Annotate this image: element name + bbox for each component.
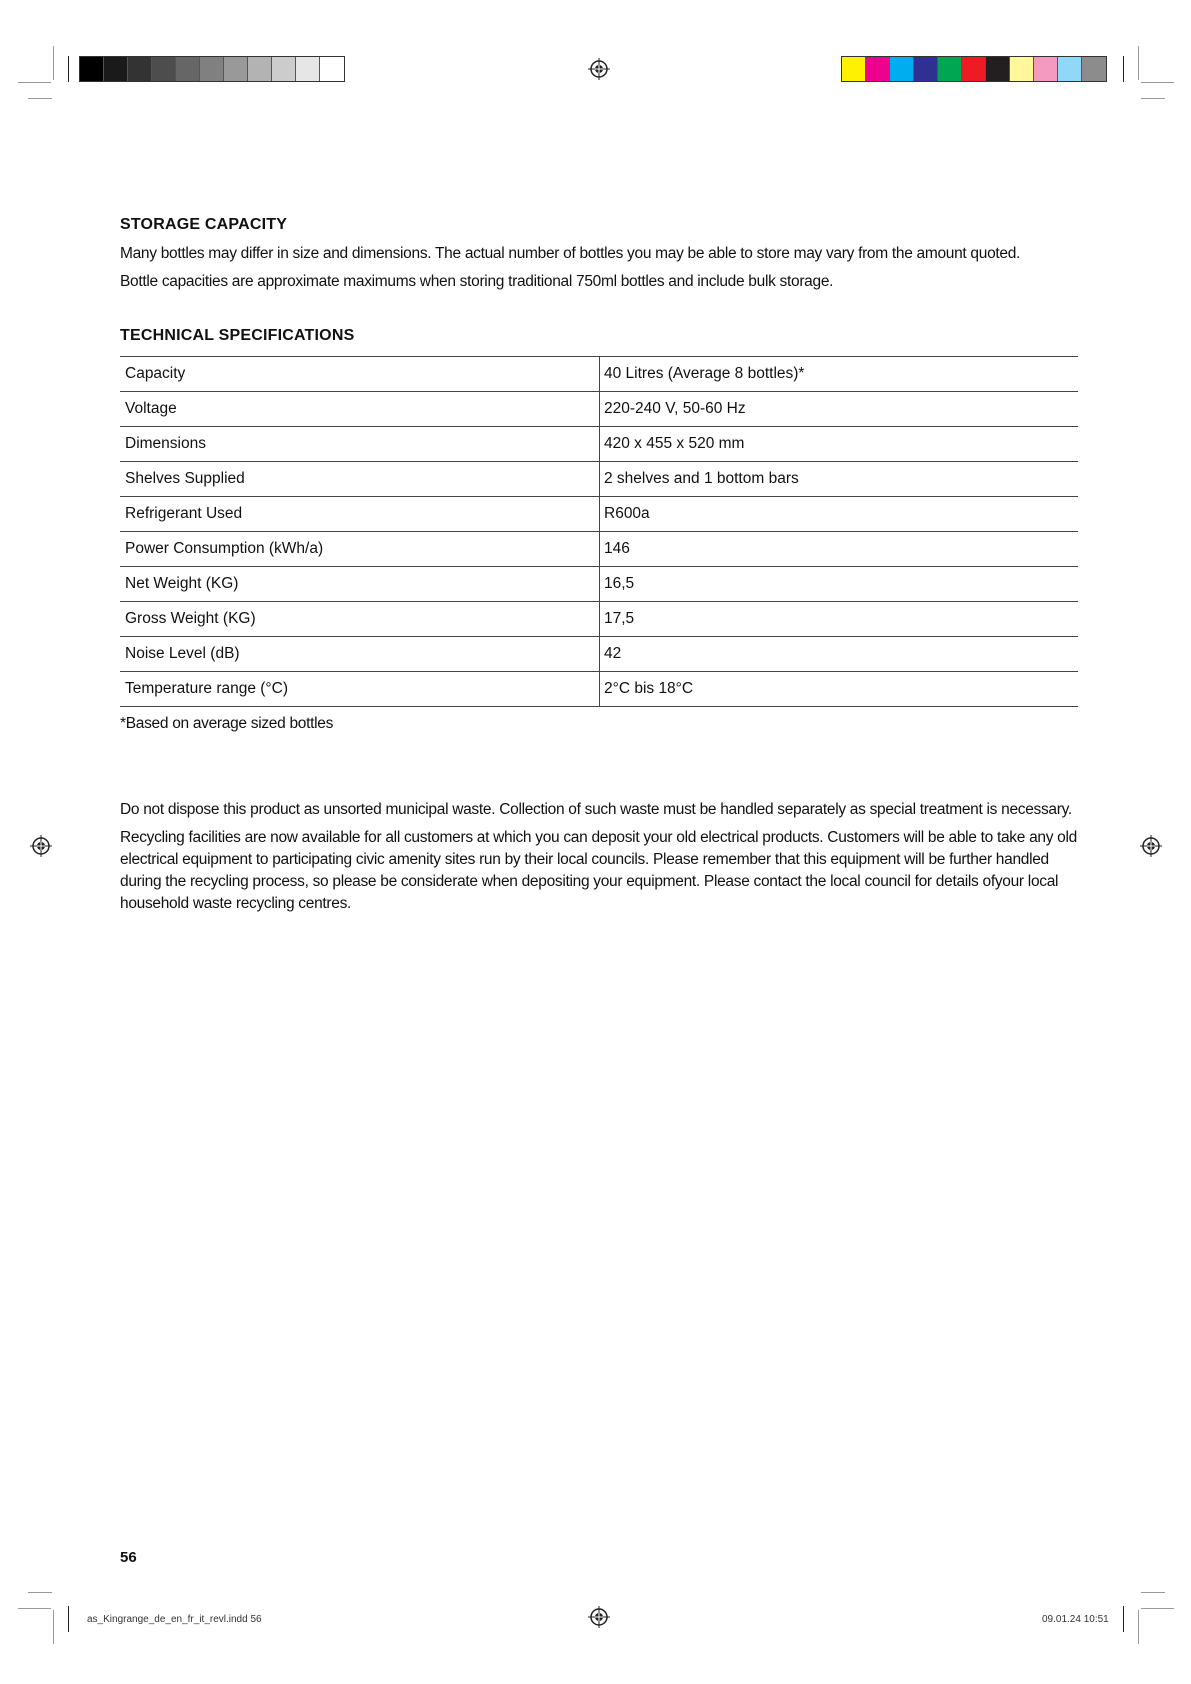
registration-mark-icon: [30, 835, 52, 857]
crop-mark: [53, 46, 54, 80]
table-row: [120, 532, 1078, 567]
color-swatch: [866, 57, 890, 81]
spec-value: 17,5: [600, 602, 1079, 637]
spec-label: Power Consumption (kWh/a): [120, 532, 600, 567]
crop-mark: [1123, 56, 1124, 82]
spec-label: Voltage: [120, 392, 600, 427]
color-swatch: [986, 57, 1010, 81]
crop-mark: [28, 1592, 52, 1593]
storage-capacity-text-1: Many bottles may differ in size and dimensions. The actual number of bottles you may be able to store may vary from the amount quoted.: [120, 245, 1021, 262]
specifications-table: [120, 356, 1078, 707]
crop-mark: [1141, 1592, 1165, 1593]
color-swatch: [80, 57, 104, 81]
crop-mark: [53, 1610, 54, 1644]
crop-mark: [18, 1608, 51, 1609]
spec-label: Dimensions: [120, 427, 600, 462]
color-swatch: [176, 57, 200, 81]
registration-mark-icon: [588, 1606, 610, 1628]
table-row: [120, 672, 1078, 707]
color-swatch: [1058, 57, 1082, 81]
table-footnote: *Based on average sized bottles: [120, 715, 334, 732]
crop-mark: [68, 56, 69, 82]
color-swatch: [938, 57, 962, 81]
color-swatch: [152, 57, 176, 81]
spec-value: 40 Litres (Average 8 bottles)*: [600, 357, 1079, 392]
crop-mark: [1141, 98, 1165, 99]
color-swatch: [842, 57, 866, 81]
color-swatch: [320, 57, 344, 81]
color-swatch: [272, 57, 296, 81]
crop-mark: [28, 98, 52, 99]
color-swatch: [962, 57, 986, 81]
color-swatch: [1034, 57, 1058, 81]
date-slug: 09.01.24 10:51: [1042, 1614, 1109, 1625]
disposal-text-2: Recycling facilities are now available for all customers at which you can deposit your old electrical products. Customers will be able to take any old electrical equipment to participating civic amenity sites run by their local councils. Please remember that this equipment will be further handled during the recycling process, so please be considerate when depositing your equipment. Please contact the local council for details ofyour local household waste recycling centres.: [120, 829, 1077, 912]
color-swatch: [248, 57, 272, 81]
spec-value: 420 x 455 x 520 mm: [600, 427, 1079, 462]
table-row: [120, 602, 1078, 637]
storage-capacity-heading: STORAGE CAPACITY: [120, 216, 288, 233]
crop-mark: [1138, 46, 1139, 80]
spec-label: Net Weight (KG): [120, 567, 600, 602]
grayscale-color-bar: [79, 56, 345, 82]
crop-mark: [1141, 1608, 1174, 1609]
storage-capacity-text-2: Bottle capacities are approximate maximums when storing traditional 750ml bottles and include bulk storage.: [120, 273, 834, 290]
spec-label: Shelves Supplied: [120, 462, 600, 497]
spec-label: Refrigerant Used: [120, 497, 600, 532]
color-swatch: [224, 57, 248, 81]
crop-mark: [1138, 1610, 1139, 1644]
spec-value: 16,5: [600, 567, 1079, 602]
table-row: [120, 392, 1078, 427]
table-row: [120, 357, 1078, 392]
technical-specifications-heading: TECHNICAL SPECIFICATIONS: [120, 327, 355, 344]
color-swatch: [914, 57, 938, 81]
color-swatch: [200, 57, 224, 81]
registration-mark-icon: [1140, 835, 1162, 857]
color-swatch: [1010, 57, 1034, 81]
table-row: [120, 427, 1078, 462]
spec-value: 220-240 V, 50-60 Hz: [600, 392, 1079, 427]
color-swatch: [104, 57, 128, 81]
spec-value: 146: [600, 532, 1079, 567]
spec-value: 2°C bis 18°C: [600, 672, 1079, 707]
table-row: [120, 637, 1078, 672]
crop-mark: [18, 82, 51, 83]
process-color-bar: [841, 56, 1107, 82]
color-swatch: [296, 57, 320, 81]
crop-mark: [1141, 82, 1174, 83]
color-swatch: [128, 57, 152, 81]
file-slug: as_Kingrange_de_en_fr_it_revl.indd 56: [87, 1614, 262, 1625]
disposal-text-1: Do not dispose this product as unsorted municipal waste. Collection of such waste must be handled separately as special treatment is necessary.: [120, 801, 1072, 818]
spec-label: Capacity: [120, 357, 600, 392]
crop-mark: [1123, 1606, 1124, 1632]
table-row: [120, 462, 1078, 497]
page-number: 56: [120, 1549, 137, 1566]
spec-value: 2 shelves and 1 bottom bars: [600, 462, 1079, 497]
spec-label: Gross Weight (KG): [120, 602, 600, 637]
spec-label: Temperature range (°C): [120, 672, 600, 707]
color-swatch: [890, 57, 914, 81]
spec-value: 42: [600, 637, 1079, 672]
crop-mark: [68, 1606, 69, 1632]
table-row: [120, 567, 1078, 602]
registration-mark-icon: [588, 58, 610, 80]
spec-label: Noise Level (dB): [120, 637, 600, 672]
table-row: [120, 497, 1078, 532]
spec-value: R600a: [600, 497, 1079, 532]
color-swatch: [1082, 57, 1106, 81]
